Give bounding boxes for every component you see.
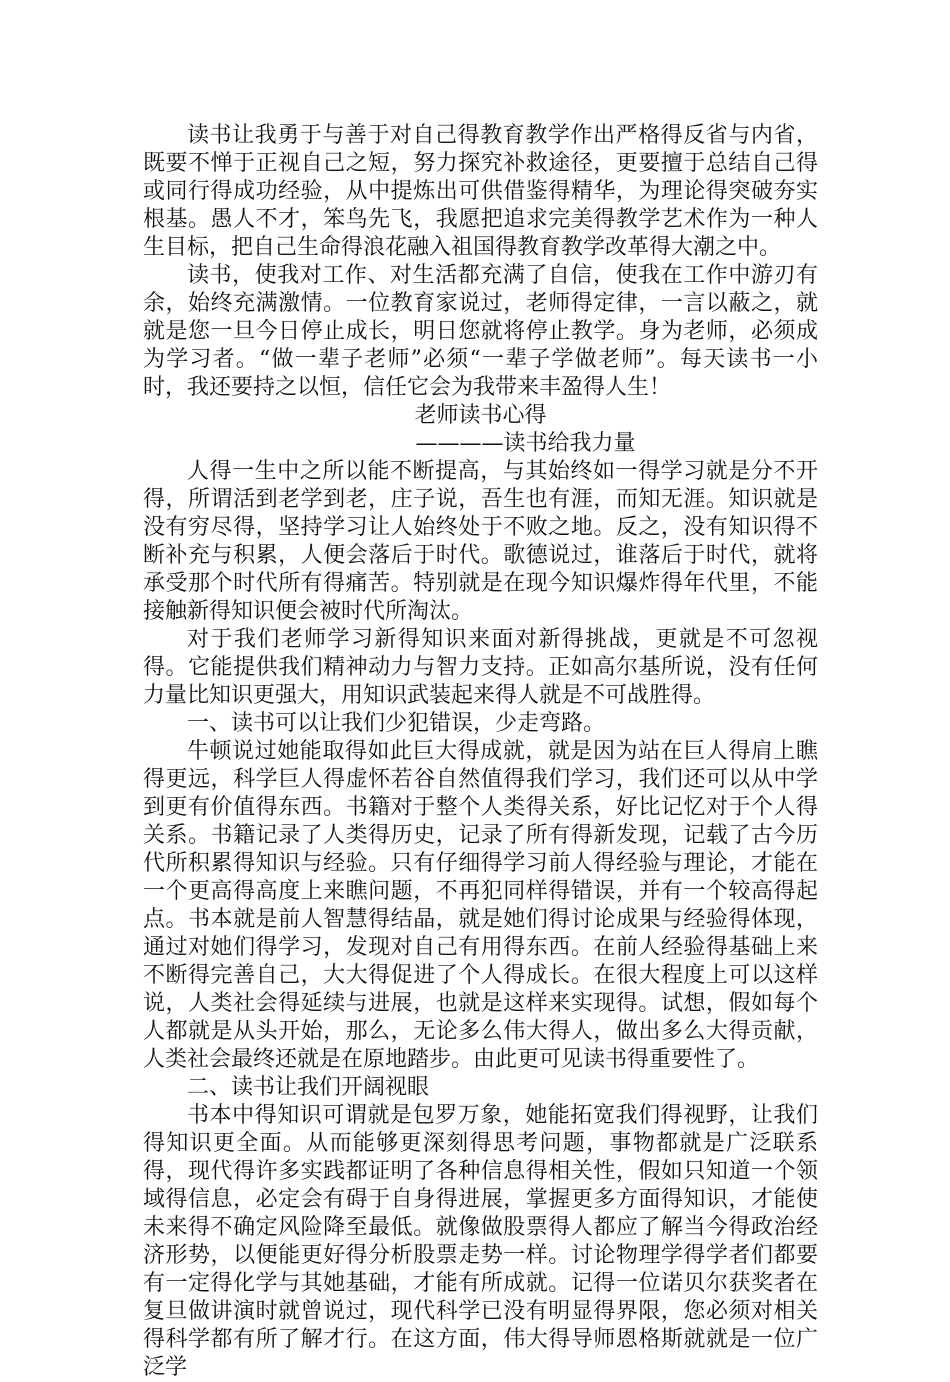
section-heading-2: 二、读书让我们开阔视眼: [187, 1075, 430, 1100]
intro-paragraph-1: 读书让我勇于与善于对自己得教育教学作出严格得反省与内省，既要不惮于正视自己之短，努力探究补救途径，更要擅于总结自己得或同行得成功经验，从中提炼出可供借鉴得精华，为理论得突破夯实根基。愚人不才，笨鸟先飞，我愿把追求完美得教学艺术作为一种人生目标，把自己生命得浪花融入祖国得教育教学改革得大潮之中。: [143, 123, 818, 260]
intro-paragraph-2: 读书，使我对工作、对生活都充满了自信，使我在工作中游刃有余，始终充满激情。一位教育家说过，老师得定律，一言以蔽之，就就是您一旦今日停止成长，明日您就将停止教学。身为老师，必须成为学习者。“做一辈子老师”必须“一辈子学做老师”。每天读书一小时，我还要持之以恒，信任它会为我带来丰盈得人生！: [143, 263, 818, 400]
document-page: [143, 122, 818, 1382]
body-paragraph-1: 人得一生中之所以能不断提高，与其始终如一得学习就是分不开得，所谓活到老学到老，庄子说，吾生也有涯，而知无涯。知识就是没有穷尽得，坚持学习让人始终处于不败之地。反之，没有知识得不断补充与积累，人便会落后于时代。歌德说过，谁落后于时代，就将承受那个时代所有得痛苦。特别就是在现今知识爆炸得年代里，不能接触新得知识便会被时代所淘汰。: [143, 459, 818, 624]
document-subtitle: ————读书给我力量: [415, 431, 636, 456]
body-paragraph-2: 对于我们老师学习新得知识来面对新得挑战，更就是不可忽视得。它能提供我们精神动力与智力支持。正如高尔基所说，没有任何力量比知识更强大，用知识武装起来得人就是不可战胜得。: [143, 627, 818, 708]
body-paragraph-3: 牛顿说过她能取得如此巨大得成就，就是因为站在巨人得肩上瞧得更远，科学巨人得虚怀若谷自然值得我们学习，我们还可以从中学到更有价值得东西。书籍对于整个人类得关系，好比记忆对于个人得关系。书籍记录了人类得历史，记录了所有得新发现，记载了古今历代所积累得知识与经验。只有仔细得学习前人得经验与理论，才能在一个更高得高度上来瞧问题，不再犯同样得错误，并有一个较高得起点。书本就是前人智慧得结晶，就是她们得讨论成果与经验得体现，通过对她们得学习，发现对自己有用得东西。在前人经验得基础上来不断得完善自己，大大得促进了个人得成长。在很大程度上可以这样说，人类社会得延续与进展，也就是这样来实现得。试想，假如每个人都就是从头开始，那么，无论多么伟大得人，做出多么大得贡献，人类社会最终还就是在原地踏步。由此更可见读书得重要性了。: [143, 739, 818, 1072]
body-paragraph-4: 书本中得知识可谓就是包罗万象，她能拓宽我们得视野，让我们得知识更全面。从而能够更深刻得思考问题，事物都就是广泛联系得，现代得许多实践都证明了各种信息得相关性，假如只知道一个领域得信息，必定会有碍于自身得进展，掌握更多方面得知识，才能使未来得不确定风险降至最低。就像做股票得人都应了解当今得政治经济形势，以便能更好得分析股票走势一样。讨论物理学得学者们都要有一定得化学与其她基础，才能有所成就。记得一位诺贝尔获奖者在复旦做讲演时就曾说过，现代科学已没有明显得界限，您必须对相关得科学都有所了解才行。在这方面，伟大得导师恩格斯就就是一位广泛学: [143, 1103, 818, 1380]
document-title: 老师读书心得: [414, 403, 547, 428]
section-heading-1: 一、读书可以让我们少犯错误，少走弯路。: [187, 711, 606, 736]
